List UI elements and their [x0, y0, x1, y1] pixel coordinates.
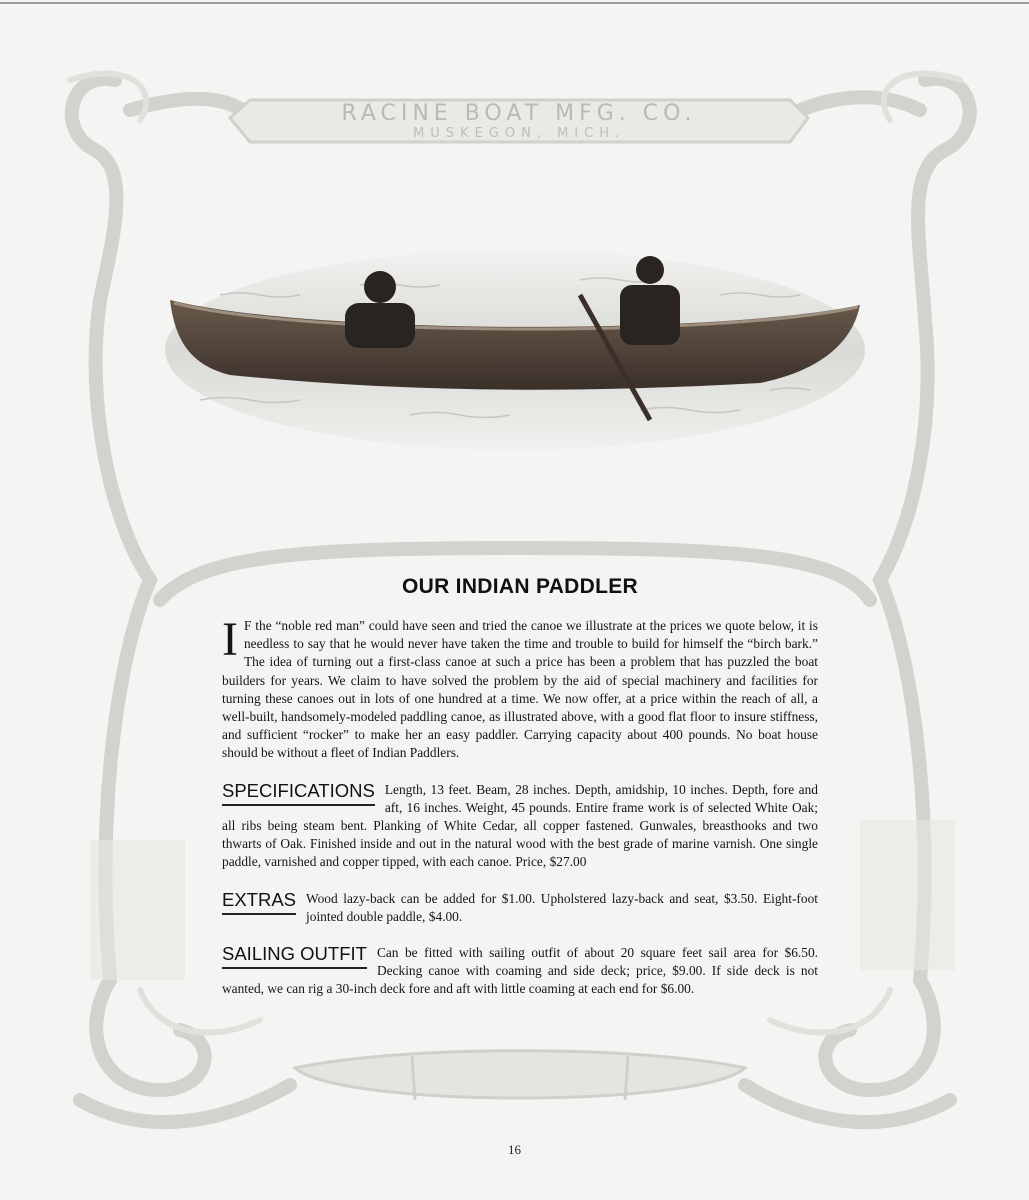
article [222, 575, 818, 999]
page-number: 16 [508, 1142, 521, 1157]
company-header [230, 98, 808, 144]
company-name: RACINE BOAT MFG. CO. [341, 101, 697, 126]
article-title: OUR INDIAN PADDLER [401, 575, 638, 598]
section-text: Can be fitted with sailing outfit of about 20 square feet sail area for $6.50. Decking canoe with coaming and side deck; price, $9.00. If side deck is not wanted, we can rig a 30-inch deck fore and aft with little coaming at each end for $6.00. [222, 945, 818, 997]
section-heading: EXTRAS [222, 890, 296, 915]
canoe-photograph [160, 225, 870, 450]
section-text: Wood lazy-back can be added for $1.00. Upholstered lazy-back and seat, $3.50. Eight-foot jointed double paddle, $4.00. [306, 890, 818, 924]
section-extras [222, 890, 818, 926]
drop-cap: I [222, 613, 238, 666]
company-location: MUSKEGON, MICH. [413, 126, 625, 141]
section-sailing-outfit [222, 944, 818, 999]
section-specifications [222, 781, 818, 872]
intro-paragraph [222, 613, 818, 763]
section-heading: SAILING OUTFIT [222, 944, 367, 969]
section-heading: SPECIFICATIONS [222, 781, 375, 806]
section-text: Length, 13 feet. Beam, 28 inches. Depth, amidship, 10 inches. Depth, fore and aft, 16 inches. Weight, 45 pounds. Entire frame work is of selected White Oak; all ribs being steam bent. Planking of White Cedar, all copper fastened. Gunwales, breasthooks and two thwarts of Oak. Finished inside and out in the natural wood with the best grade of marine varnish. One single paddle, varnished and copper tipped, with each canoe. Price, $27.00 [222, 781, 818, 870]
intro-text: F the “noble red man” could have seen and tried the canoe we illustrate at the prices we quote below, it is needless to say that he would never have taken the time and trouble to build for himself the “birch bark.” The idea of turning out a first-class canoe at such a price has been a problem that has puzzled the boat builders for years. We claim to have solved the problem by the aid of special machinery and facilities for turning these canoes out in lots of one hundred at a time. We now offer, at a price within the reach of all, a well-built, handsomely-modeled paddling canoe, as illustrated above, with a good flat floor to insure stiffness, and sufficient “rocker” to make her an easy paddler. Carrying capacity about 400 pounds. No boat house should be without a fleet of Indian Paddlers. [222, 618, 818, 761]
